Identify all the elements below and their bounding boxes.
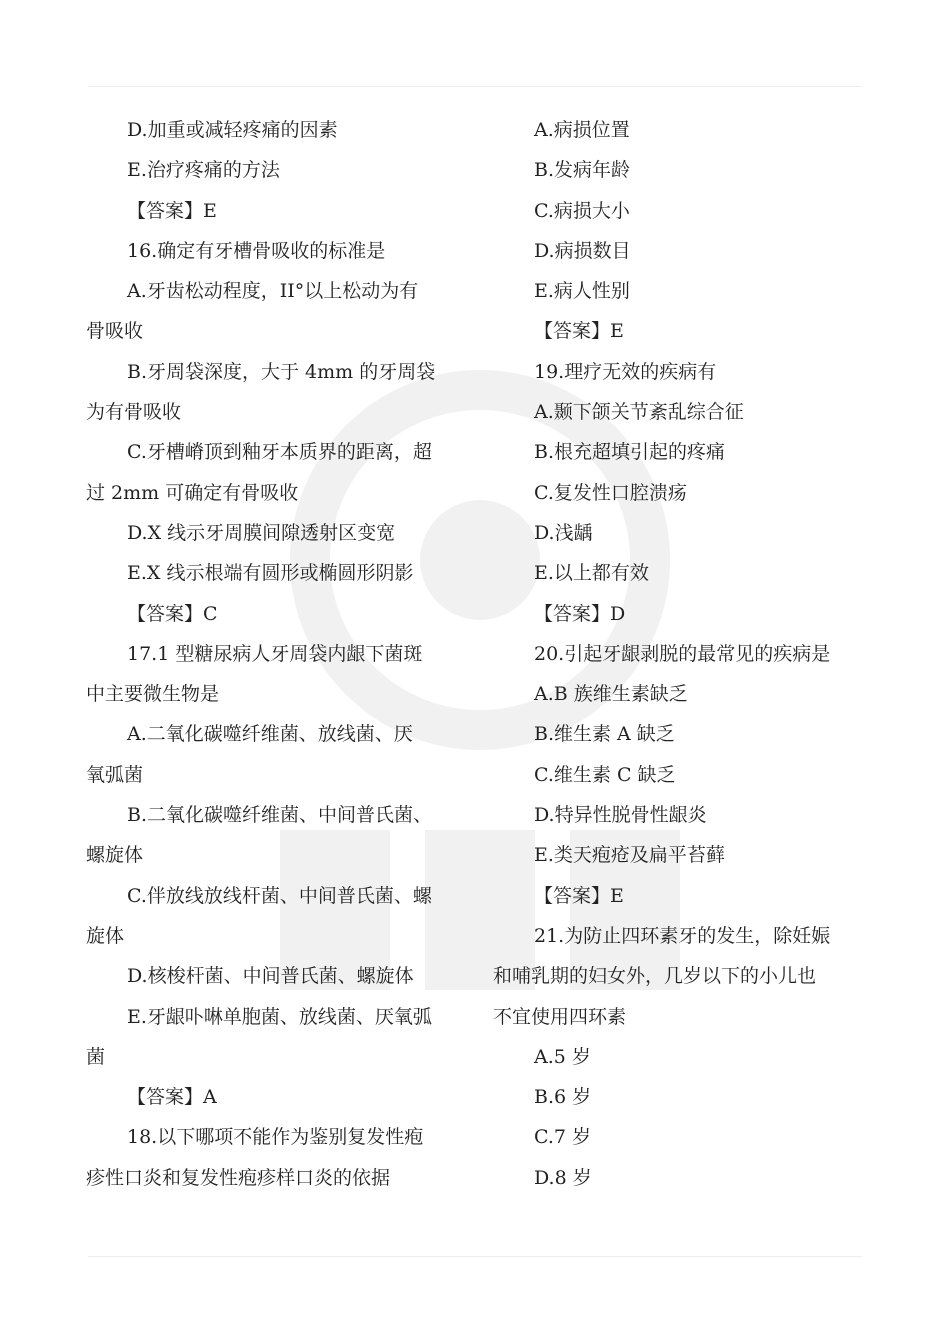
text-line: A.二氧化碳噬纤维菌、放线菌、厌: [127, 723, 413, 746]
left-column: [86, 110, 466, 1198]
text-line: 过 2mm 可确定有骨吸收: [86, 481, 299, 504]
text-line: A.牙齿松动程度，II°以上松动为有: [127, 280, 419, 303]
text-line: C.7 岁: [534, 1126, 592, 1149]
text-line: B.二氧化碳噬纤维菌、中间普氏菌、: [127, 804, 433, 827]
text-line: 19.理疗无效的疾病有: [534, 360, 717, 383]
text-line: 菌: [86, 1045, 106, 1068]
text-line: C.牙槽嵴顶到釉牙本质界的距离，超: [127, 441, 432, 464]
answer-line: 【答案】E: [534, 320, 624, 343]
answer-line: 【答案】D: [534, 602, 626, 625]
text-line: C.维生素 C 缺乏: [534, 763, 676, 786]
text-line: E.治疗疼痛的方法: [127, 159, 280, 182]
text-line: B.发病年龄: [534, 159, 631, 182]
text-line: C.病损大小: [534, 199, 630, 222]
text-line: 骨吸收: [86, 320, 144, 343]
text-line: A.B 族维生素缺乏: [534, 683, 688, 706]
text-line: B.维生素 A 缺乏: [534, 723, 675, 746]
text-line: D.浅龋: [534, 521, 593, 544]
text-line: A.病损位置: [534, 119, 630, 141]
text-line: 16.确定有牙槽骨吸收的标准是: [127, 239, 386, 262]
text-line: D.加重或减轻疼痛的因素: [127, 119, 338, 141]
answer-line: 【答案】E: [127, 199, 217, 222]
text-line: 旋体: [86, 924, 125, 947]
answer-line: 【答案】C: [127, 602, 218, 625]
right-column: [493, 110, 863, 1198]
text-line: 氧弧菌: [86, 763, 144, 786]
text-line: D.核梭杆菌、中间普氏菌、螺旋体: [127, 965, 414, 988]
header-rule: [88, 86, 862, 87]
text-line: B.根充超填引起的疼痛: [534, 441, 726, 464]
text-line: B.牙周袋深度，大于 4mm 的牙周袋: [127, 360, 436, 383]
text-line: 17.1 型糖尿病人牙周袋内龈下菌斑: [127, 642, 423, 665]
text-line: E.牙龈卟啉单胞菌、放线菌、厌氧弧: [127, 1005, 432, 1028]
text-line: C.复发性口腔溃疡: [534, 481, 687, 504]
text-line: B.6 岁: [534, 1086, 592, 1109]
text-line: D.X 线示牙周膜间隙透射区变宽: [127, 521, 396, 544]
text-line: A.颞下颌关节紊乱综合征: [534, 401, 744, 424]
text-line: 中主要微生物是: [86, 683, 220, 706]
text-line: 为有骨吸收: [86, 401, 182, 424]
footer-rule: [88, 1256, 862, 1257]
text-line: 疹性口炎和复发性疱疹样口炎的依据: [86, 1166, 391, 1189]
text-line: E.类天疱疮及扁平苔藓: [534, 844, 725, 867]
text-line: D.8 岁: [534, 1166, 592, 1189]
text-line: E.病人性别: [534, 280, 630, 303]
text-line: E.以上都有效: [534, 562, 649, 585]
text-line: A.5 岁: [534, 1045, 591, 1068]
text-line: 18.以下哪项不能作为鉴别复发性疱: [127, 1126, 424, 1149]
text-line: C.伴放线放线杆菌、中间普氏菌、螺: [127, 884, 432, 907]
text-line: 螺旋体: [86, 844, 144, 867]
answer-line: 【答案】E: [534, 884, 624, 907]
answer-line: 【答案】A: [127, 1086, 217, 1109]
text-line: 不宜使用四环素: [493, 1005, 627, 1028]
text-line: 20.引起牙龈剥脱的最常见的疾病是: [534, 642, 831, 665]
text-line: 21.为防止四环素牙的发生，除妊娠: [534, 924, 831, 947]
text-line: D.特异性脱骨性龈炎: [534, 804, 707, 827]
text-line: 和哺乳期的妇女外，几岁以下的小儿也: [493, 965, 817, 988]
text-line: D.病损数目: [534, 239, 631, 262]
text-line: E.X 线示根端有圆形或椭圆形阴影: [127, 562, 414, 585]
